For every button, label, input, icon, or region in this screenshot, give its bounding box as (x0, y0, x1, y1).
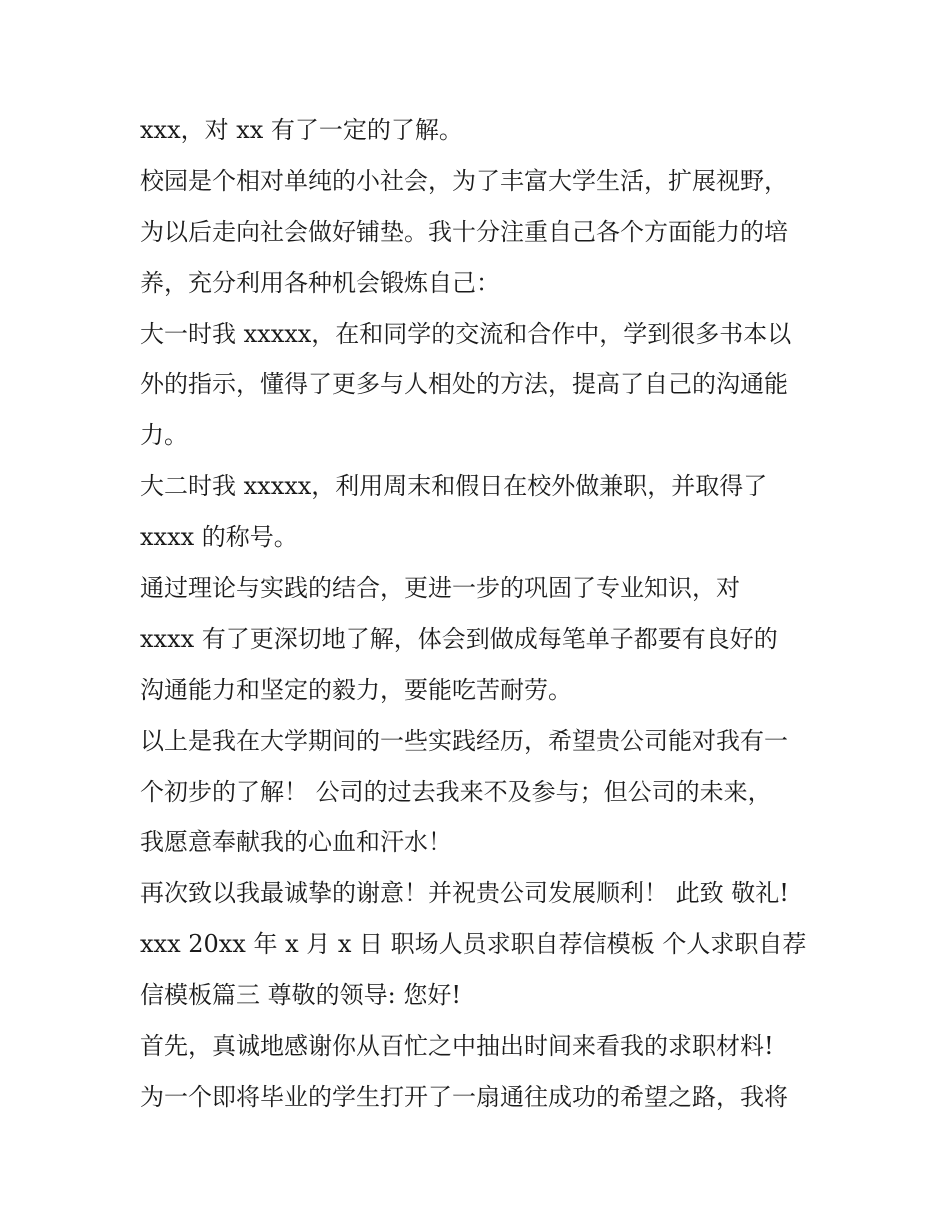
text-line: xxx，对 xx 有了一定的了解。 (140, 116, 463, 144)
text-line: 养，充分利用各种机会锻炼自己： (140, 268, 500, 297)
text-line: xxxx 的称号。 (140, 523, 298, 552)
text-line: 我愿意奉献我的心血和汗水！ (140, 828, 452, 857)
text-line: 信模板篇三 尊敬的领导: 您好! (140, 981, 461, 1010)
text-line: 大一时我 xxxxx，在和同学的交流和合作中，学到很多书本以 (140, 319, 792, 348)
text-line: 大二时我 xxxxx，利用周末和假日在校外做兼职，并取得了 (140, 472, 768, 501)
text-line: 为一个即将毕业的学生打开了一扇通往成功的希望之路，我将 (140, 1082, 788, 1111)
text-line: 沟通能力和坚定的毅力，要能吃苦耐劳。 (140, 675, 572, 704)
text-line: 再次致以我最诚挚的谢意！并祝贵公司发展顺利！ 此致 敬礼! (140, 879, 789, 908)
text-line: xxx 20xx 年 x 月 x 日 职场人员求职自荐信模板 个人求职自荐 (140, 930, 807, 959)
text-line: 外的指示，懂得了更多与人相处的方法，提高了自己的沟通能 (140, 370, 788, 399)
text-line: 通过理论与实践的结合，更进一步的巩固了专业知识，对 (140, 574, 740, 603)
text-line: 力。 (140, 421, 188, 450)
text-line: 首先，真诚地感谢你从百忙之中抽出时间来看我的求职材料! (140, 1032, 774, 1061)
document-body (140, 105, 820, 1123)
text-line: 为以后走向社会做好铺垫。我十分注重自己各个方面能力的培 (140, 217, 788, 246)
text-line: 个初步的了解！ 公司的过去我来不及参与；但公司的未来， (140, 777, 772, 806)
text-line: 以上是我在大学期间的一些实践经历，希望贵公司能对我有一 (140, 726, 788, 755)
text-line: 校园是个相对单纯的小社会，为了丰富大学生活，扩展视野， (140, 166, 788, 195)
text-line: xxxx 有了更深切地了解，体会到做成每笔单子都要有良好的 (140, 624, 778, 653)
